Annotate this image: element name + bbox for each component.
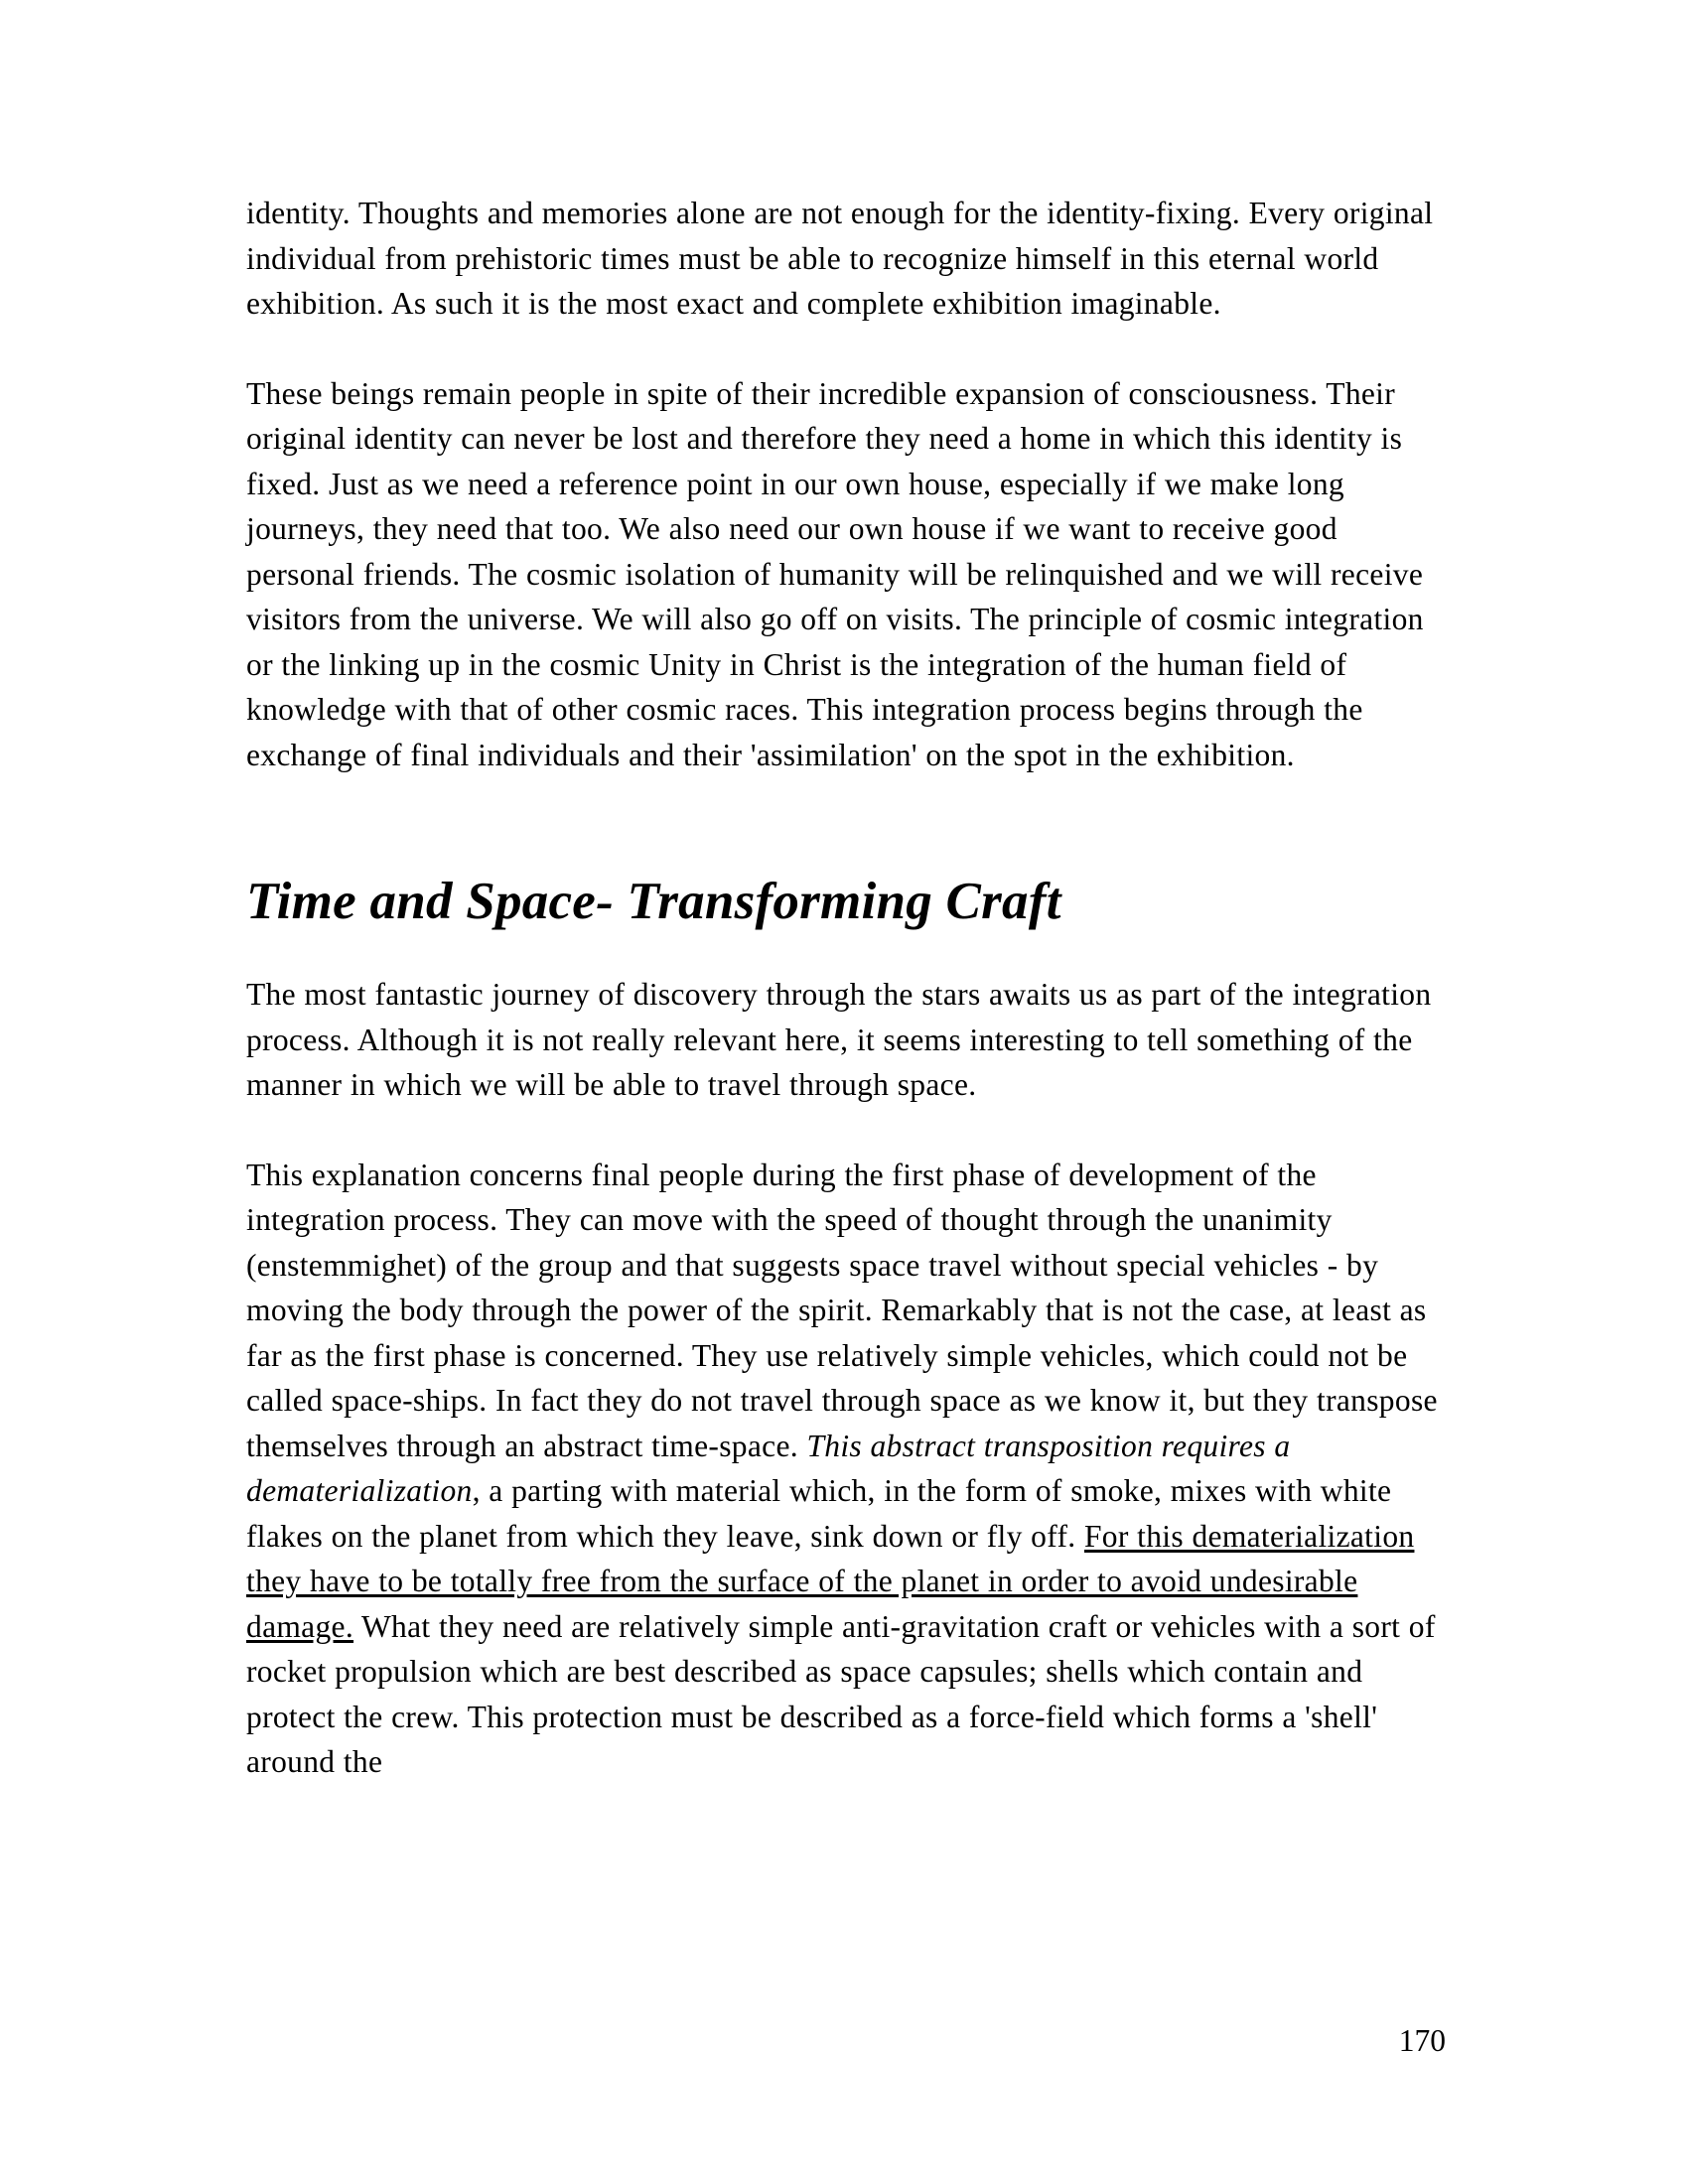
body-paragraph-4 [246,1153,1446,1785]
paragraph-4-italic-emphasis: This abstract transposition requires a dematerialization [246,1428,1291,1509]
body-paragraph-3: The most fantastic journey of discovery through the stars awaits us as part of the integration process. Although it is not really relevant here, it seems interesting to tell something of the manner in which we will be able to travel through space. [246,977,1432,1103]
page-number: 170 [1398,2023,1446,2058]
body-paragraph-1: identity. Thoughts and memories alone are not enough for the identity-fixing. Every original individual from prehistoric times must be able to recognize himself in this eternal world exhibition. As such it is the most exact and complete exhibition imaginable. [246,196,1434,321]
body-paragraph-2: These beings remain people in spite of their incredible expansion of consciousness. Their original identity can never be lost and therefore they need a home in which this identity is fixed. Just as we need a reference point in our own house, especially if we make long journeys, they need that too. We also need our own house if we want to receive good personal friends. The cosmic isolation of humanity will be relinquished and we will receive visitors from the universe. We will also go off on visits. The principle of cosmic integration or the linking up in the cosmic Unity in Christ is the integration of the human field of knowledge with that of other cosmic races. This integration process begins through the exchange of final individuals and their 'assimilation' on the spot in the exhibition. [246,375,1424,772]
paragraph-4-run-3: What they need are relatively simple anti-gravitation craft or vehicles with a sort of rocket propulsion which are best described as space capsules; shells which contain and protect the crew. This protection must be described as a force-field which forms a 'shell' around the [246,1608,1436,1780]
paragraph-4-run-1: This explanation concerns final people during the first phase of development of the integration process. They can move with the speed of thought through the unanimity (enstemmighet) of the group and that suggests space travel without special vehicles - by moving the body through the power of the spirit. Remarkably that is not the case, at least as far as the first phase is concerned. They use relatively simple vehicles, which could not be called space-ships. In fact they do not travel through space as we know it, but they transpose themselves through an abstract time-space. [246,1157,1438,1463]
section-heading-time-and-space: Time and Space- Transforming Craft [246,873,1061,930]
paragraph-4-underlined-emphasis: For this dematerialization they have to be totally free from the surface of the planet in order to avoid undesirable damage. [246,1518,1415,1644]
page-content-column [246,191,1446,1785]
paragraph-4-run-2: , a parting with material which, in the form of smoke, mixes with white flakes on the planet from which they leave, sink down or fly off. [246,1473,1392,1554]
